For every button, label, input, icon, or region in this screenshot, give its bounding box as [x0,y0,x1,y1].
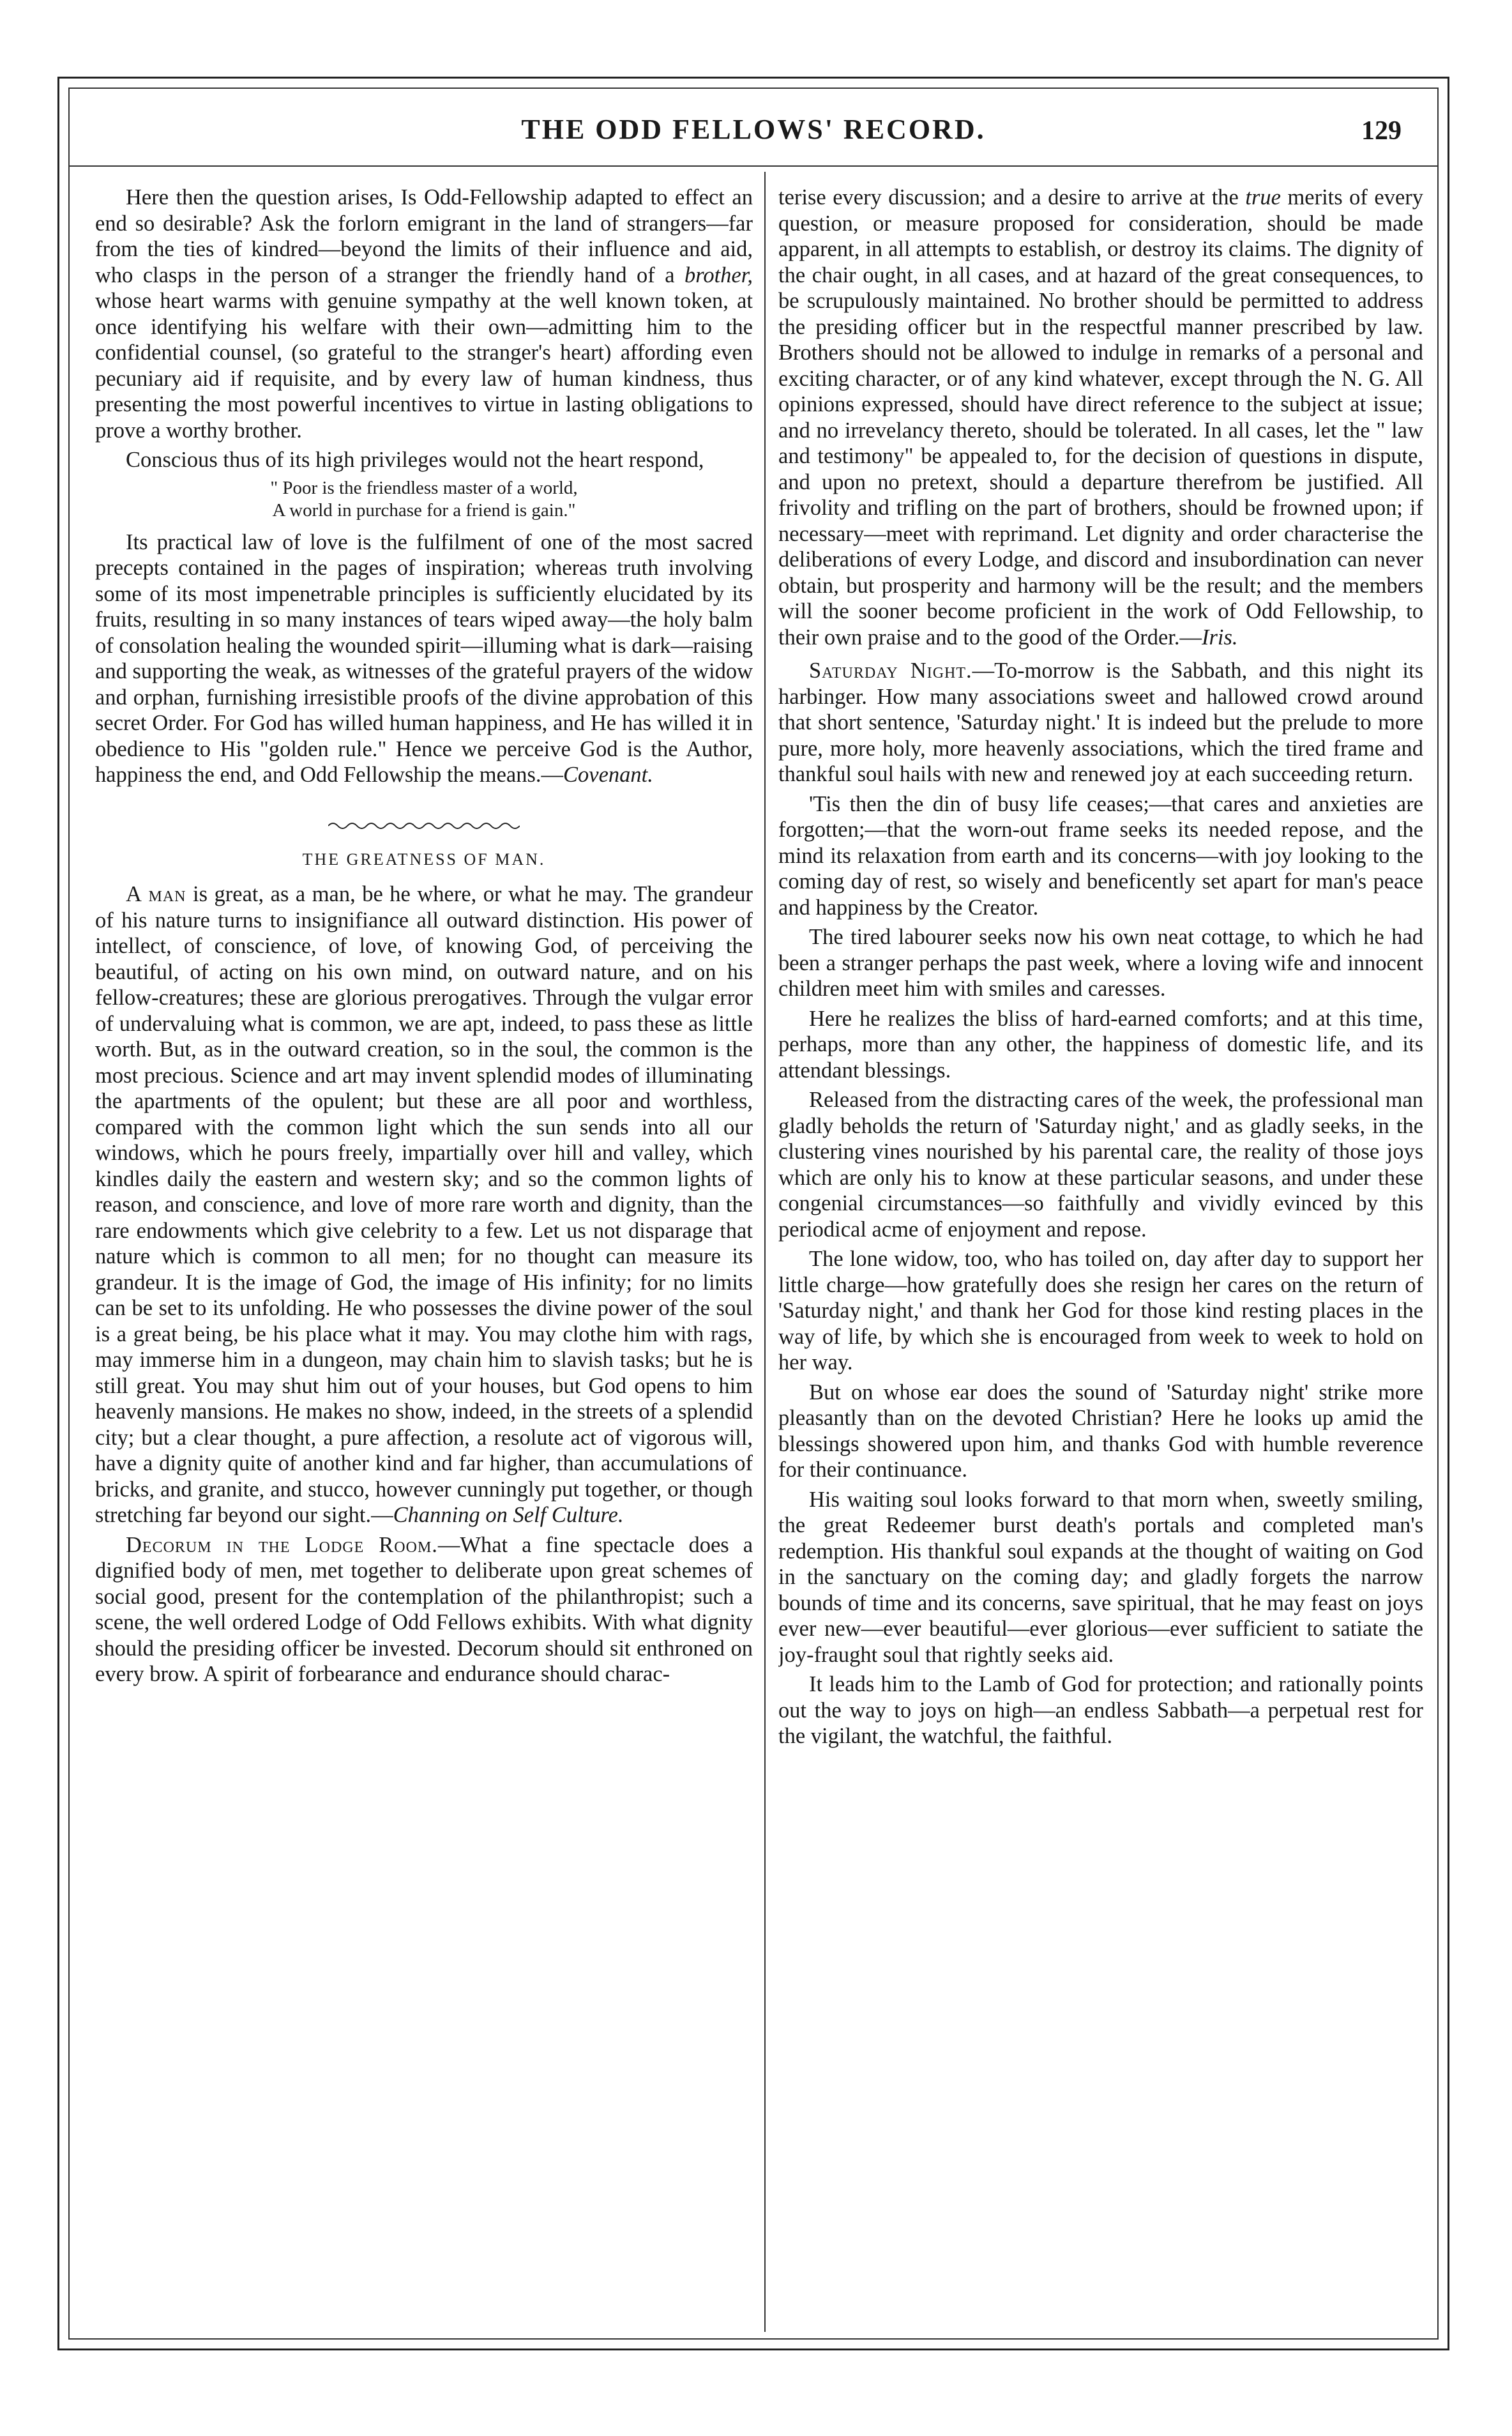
paragraph: The tired labourer seeks now his own neat cottage, to which he had been a stranger perhaps the past week, where a loving wife and innocent children meet him with smiles and caresses. [778,925,1423,1001]
ornamental-divider [95,811,753,821]
paragraph: It leads him to the Lamb of God for protection; and rationally points out the way to joys on high—an endless Sabbath—a perpetual rest for the vigilant, the watchful, the faithful. [778,1672,1423,1748]
source-attribution: Iris. [1202,625,1238,650]
quoted-verse [95,477,753,522]
left-column [95,185,753,2332]
verse-line: " Poor is the friendless master of a world, [270,477,578,498]
paragraph: Here he realizes the bliss of hard-earned comforts; and at this time, perhaps, more than any other, the happiness of domestic life, and its attendant blessings. [778,1006,1423,1083]
page-number: 129 [1361,116,1402,146]
page-inner-border [68,88,1439,2340]
paragraph: A man is great, as a man, be he where, or what he may. The grandeur of his nature turns to insignifiance all outward distinction. His power of intellect, of conscience, of love, of knowing God, of perceiving the beautiful, of acting on his own mind, on outward nature, and on his fellow-creatures; these are glorious prerogatives. Through the vulgar error of undervaluing what is common, we are apt, indeed, to pass these as little worth. But, as in the outward creation, so in the soul, the common is the most precious. Science and art may invent splendid modes of illuminating the apartments of the opulent; but these are all poor and worthless, compared with the common light which the sun sends into all our windows, which he pours freely, impartially over hill and valley, which kindles daily the eastern and western sky; and so the common lights of reason, and conscience, and love of more rare worth and dignity, than the rare endowments which give celebrity to a few. Let us not disparage that nature which is common to all men; for no thought can measure its grandeur. It is the image of God, the image of His infinity; for no limits can be set to its unfolding. He who possesses the divine power of the soul is a great being, be his place what it may. You may clothe him with rags, may immerse him in a dungeon, may chain him to slavish tasks; but he is still great. You may shut him out of your houses, but God opens to him heavenly mansions. He makes no show, indeed, in the streets of a splendid city; but a clear thought, a pure affection, a resolute act of vigorous will, have a dignity quite of another kind and far higher, than accumulations of bricks, and granite, and stucco, however cunningly put together, or though stretching far beyond our sight.—Channing on Self Culture. [95,882,753,1527]
source-attribution: Covenant. [563,763,653,787]
section-heading: THE GREATNESS OF MAN. [302,849,546,869]
column-divider [764,172,766,2332]
paragraph: But on whose ear does the sound of 'Saturday night' strike more pleasantly than on the devoted Christian? Here he looks up amid the blessings showered upon him, and thanks God with humble reverence for their continuance. [778,1380,1423,1482]
verse-line: A world in purchase for a friend is gain." [272,499,576,521]
run-in-heading: Saturday Night. [809,658,972,683]
paragraph: Decorum in the Lodge Room.—What a fine spectacle does a dignified body of men, met together to deliberate upon great schemes of social good, present for the contemplation of the philanthropist; such a scene, the well ordered Lodge of Odd Fellows exhibits. With what dignity should the presiding officer be invested. Decorum should sit enthroned on every brow. A spirit of forbearance and endurance should charac- [95,1532,753,1686]
paragraph: Saturday Night.—To-morrow is the Sabbath, and this night its harbinger. How many associations sweet and hallowed crowd around that short sentence, 'Saturday night.' It is indeed but the prelude to more pure, more holy, more heavenly associations, which the tired frame and thankful soul hails with new and renewed joy at each succeeding return. [778,658,1423,786]
wavy-rule-icon [328,821,520,831]
paragraph: Here then the question arises, Is Odd-Fellowship adapted to effect an end so desirable? Ask the forlorn emigrant in the land of strangers—far from the ties of kindred—beyond the limits of their influence and aid, who clasps in the person of a stranger the friendly hand of a brother, whose heart warms with genuine sympathy at the well known token, at once identifying his welfare with their own—admitting him to the confidential counsel, (so grateful to the stranger's heart) affording even pecuniary aid if requisite, and by every law of human kindness, thus presenting the most powerful incentives to virtue in lasting obligations to prove a worthy brother. [95,185,753,443]
paragraph: terise every discussion; and a desire to arrive at the true merits of every question, or measure proposed for consideration, should be made apparent, in all attempts to establish, or destroy its claims. The dignity of the chair ought, in all cases, and at hazard of the great consequences, to be scrupulously maintained. No brother should be permitted to address the presiding officer but in the respectful manner prescribed by law. Brothers should not be allowed to indulge in remarks of a personal and exciting character, or of any kind whatever, except through the N. G. All opinions expressed, should have direct reference to the subject at issue; and no irrevelancy thereto, should be tolerated. In all cases, let the " law and testimony" be appealed to, for the decision of questions in dispute, and upon no pretext, should a departure therefrom be justified. All frivolity and trifling on the part of brothers, should be frowned upon; if necessary—meet with reprimand. Let dignity and order characterise the deliberations of every Lodge, and discord and insubordination can never obtain, but prosperity and harmony will be the result; and the members will the sooner become proficient in the work of Odd Fellowship, to their own praise and to the good of the Order.—Iris. [778,185,1423,650]
run-in-heading: Decorum in the Lodge Room. [126,1532,438,1557]
paragraph: Released from the distracting cares of the week, the professional man gladly beholds the return of 'Saturday night,' and as gladly seeks, in the clustering vines nourished by his parental care, the reality of those joys which are only his to know at these particular seasons, and under these congenial circumstances—so faithfully and vividly evinced by this periodical acme of enjoyment and repose. [778,1088,1423,1242]
running-header [70,89,1437,167]
paragraph: His waiting soul looks forward to that morn when, sweetly smiling, the great Redeemer burst death's portals and completed man's redemption. His thankful soul expands at the thought of waiting on God in the sanctuary on the coming day; and gladly forgets the narrow bounds of time and its concerns, save spiritual, that he may feast on joys ever new—ever beautiful—ever glorious—ever sufficient to satiate the joy-fraught soul that rightly seeks aid. [778,1487,1423,1667]
journal-title: THE ODD FELLOWS' RECORD. [521,114,986,145]
paragraph: Conscious thus of its high privileges would not the heart respond, [126,448,704,472]
source-attribution: Channing on Self Culture. [393,1503,624,1527]
right-column [778,185,1423,2332]
paragraph: The lone widow, too, who has toiled on, day after day to support her little charge—how gratefully does she resign her cares on the return of 'Saturday night,' and thank her God for those kind resting places in the way of life, by which she is encouraged from week to week to hold on her way. [778,1247,1423,1374]
paragraph: Its practical law of love is the fulfilment of one of the most sacred precepts contained in the pages of inspiration; whereas truth involving some of its most impenetrable principles is sufficiently elucidated by its fruits, resulting in so many instances of tears wiped away—the holy balm of consolation healing the wounded spirit—illuming what is dark—raising and supporting the weak, as witnesses of the grateful prayers of the widow and orphan, furnishing irresistible proofs of the divine approbation of this secret Order. For God has willed human happiness, and He has willed it in obedience to His "golden rule." Hence we perceive God is the Author, happiness the end, and Odd Fellowship the means.—Covenant. [95,529,753,787]
paragraph: 'Tis then the din of busy life ceases;—that cares and anxieties are forgotten;—that the worn-out frame seeks its needed repose, and the mind its relaxation from earth and its concerns—with joy looking to the coming day of rest, so wisely and beneficently set apart for man's peace and happiness by the Creator. [778,791,1423,920]
page-border [57,77,1449,2350]
